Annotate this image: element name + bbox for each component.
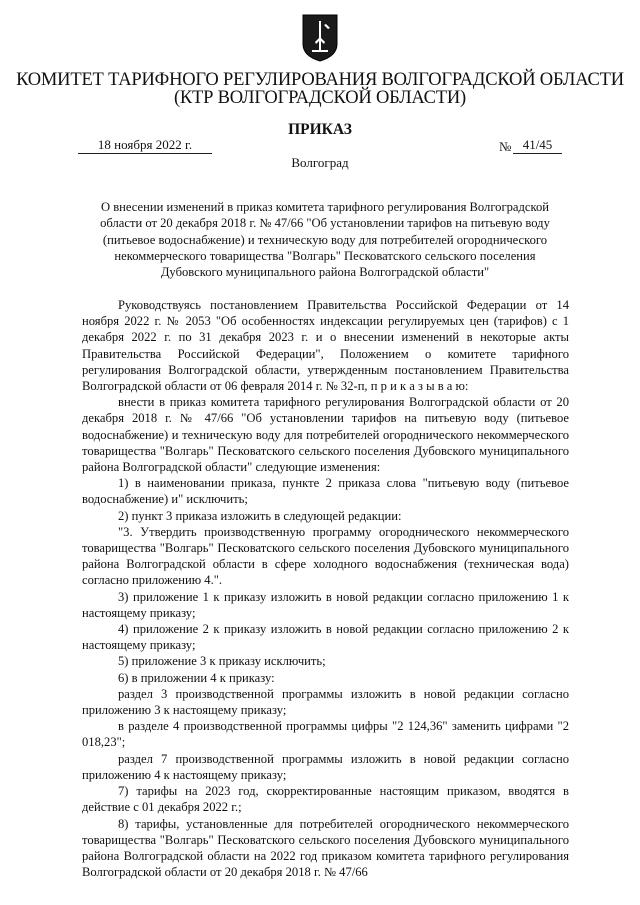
paragraph: раздел 7 производственной программы изложить в новой редакции согласно приложению 4 к настоящему приказу; — [82, 751, 569, 782]
document-body — [82, 297, 569, 880]
paragraph: 8) тарифы, установленные для потребителей огороднического некоммерческого товарищества "Волгарь" Песковатского сельского поселения Дубовского муниципального района Волгоградской области на 2022 год приказом комитета тарифного регулирования Волгоградской области от 20 декабря 2018 г. № 47/66 — [82, 816, 569, 880]
paragraph: 6) в приложении 4 к приказу: — [118, 670, 275, 685]
paragraph: внести в приказ комитета тарифного регулирования Волгоградской области от 20 декабря 2018 г. № 47/66 "Об установлении тарифов на питьевую воду (питьевое водоснабжение) и техническую воду для потребителей огороднического некоммерческого товарищества "Волгарь" Песковатского сельского поселения Дубовского муниципального района Волгоградской области" следующие изменения: — [82, 395, 569, 475]
paragraph: 7) тарифы на 2023 год, скорректированные настоящим приказом, вводятся в действие с 01 декабря 2022 г.; — [82, 784, 569, 815]
paragraph: раздел 3 производственной программы изложить в новой редакции согласно приложению 3 к настоящему приказу; — [82, 686, 569, 718]
document-city: Волгоград — [291, 155, 349, 170]
paragraph: 2) пункт 3 приказа изложить в следующей редакции: — [118, 508, 402, 523]
number-sign: № — [499, 139, 512, 154]
paragraph: "3. Утвердить производственную программу огороднического некоммерческого товарищества "Волгарь" Песковатского сельского поселения Дубовского муниципального района Волгоградской области в сфере холодного водоснабжения (техническая вода) согласно приложению 4.". — [82, 524, 569, 588]
organization-name: КОМИТЕТ ТАРИФНОГО РЕГУЛИРОВАНИЯ ВОЛГОГРАДСКОЙ ОБЛАСТИ — [16, 70, 624, 90]
document-subject: О внесении изменений в приказ комитета тарифного регулирования Волгоградской области от 20 декабря 2018 г. № 47/66 "Об установлении тарифов на питьевую воду (питьевое водоснабжение) и техническую воду для потребителей огороднического некоммерческого товарищества "Волгарь" Песковатского сельского поселения Дубовского муниципального района Волгоградской области" — [100, 200, 550, 280]
paragraph: Руководствуясь постановлением Правительства Российской Федерации от 14 ноября 2022 г. № 2053 "Об особенностях индексации регулируемых цен (тарифов) с 1 декабря 2022 г. по 31 декабря 2023 г. и о внесении изменений в некоторые акты Правительства Российской Федерации", Положением о комитете тарифного регулирования Волгоградской области, утвержденным постановлением Правительства Волгоградской области от 06 февраля 2014 г. № 32-п, п р и к а з ы в а ю: — [82, 298, 569, 394]
organization-short-name: (КТР ВОЛГОГРАДСКОЙ ОБЛАСТИ) — [173, 88, 467, 108]
document-date: 18 ноября 2022 г. — [78, 137, 212, 154]
paragraph: 5) приложение 3 к приказу исключить; — [118, 654, 326, 669]
paragraph: 4) приложение 2 к приказу изложить в новой редакции согласно приложению 2 к настоящему приказу; — [82, 622, 569, 653]
paragraph: 1) в наименовании приказа, пункте 2 приказа слова "питьевую воду (питьевое водоснабжение) и" исключить; — [82, 476, 569, 507]
paragraph: в разделе 4 производственной программы цифры "2 124,36" заменить цифрами "2 018,23"; — [82, 719, 569, 750]
document-number: 41/45 — [513, 137, 562, 154]
paragraph: 3) приложение 1 к приказу изложить в новой редакции согласно приложению 1 к настоящему приказу; — [82, 589, 569, 620]
coat-of-arms-icon — [302, 14, 338, 62]
document-type-title: ПРИКАЗ — [288, 121, 352, 138]
